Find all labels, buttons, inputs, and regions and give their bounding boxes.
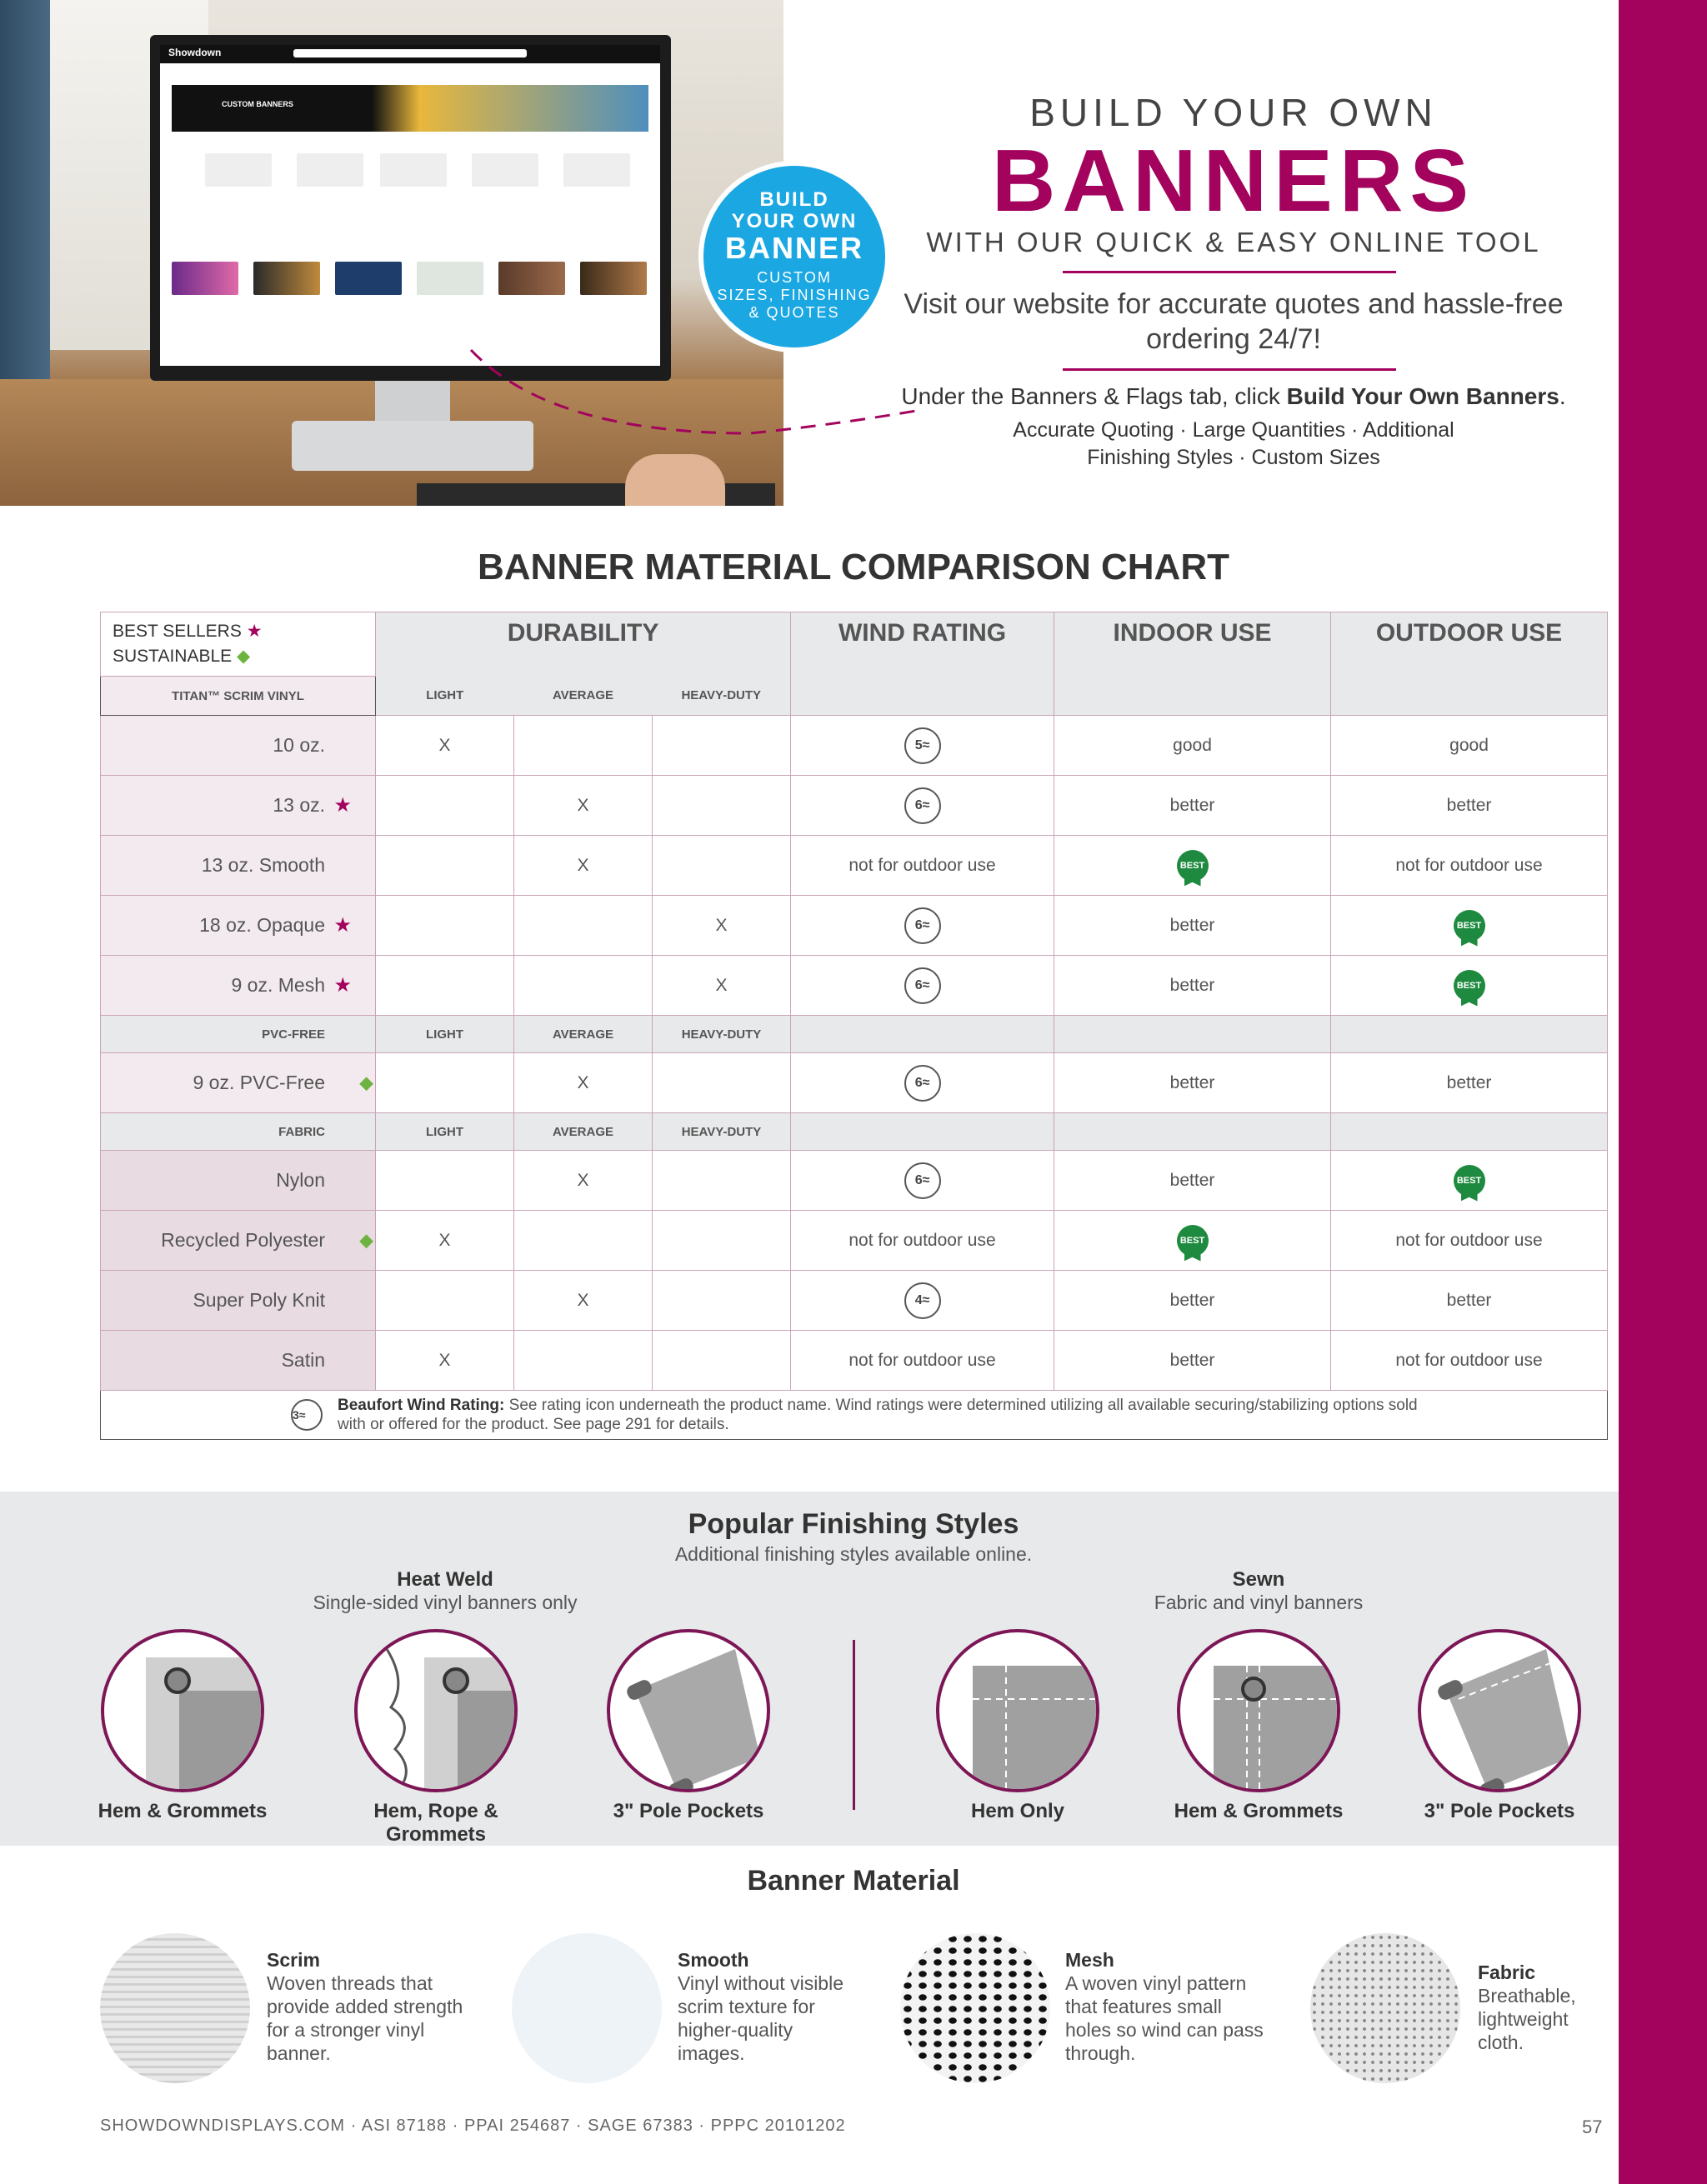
best-ribbon-icon: BEST: [1454, 970, 1485, 1002]
outdoor-cell: not for outdoor use: [1331, 1211, 1608, 1271]
material-name-cell: 13 oz. ★: [101, 776, 376, 836]
sewn-hem-grommets-illustration: [1177, 1629, 1340, 1792]
headline-visit: Visit our website for accurate quotes and hassle-free ordering 24/7!: [904, 288, 1564, 355]
outdoor-cell: good: [1331, 716, 1608, 776]
heat-pole-pockets-illustration: [607, 1629, 770, 1792]
table-row: [101, 716, 1608, 776]
heavy-cell: [653, 836, 791, 896]
material-name-cell: 9 oz. Mesh ★: [101, 956, 376, 1016]
section-empty: [1331, 1113, 1608, 1151]
outdoor-cell: [1331, 956, 1608, 1016]
finishing-subtitle: Additional finishing styles available online.: [674, 1543, 1033, 1565]
beaufort-legend-row: [101, 1391, 1608, 1440]
heavy-cell: [653, 1331, 791, 1391]
average-cell: [514, 896, 653, 956]
table-row: [101, 1151, 1608, 1211]
diamond-icon: ◆: [359, 1071, 373, 1092]
heat-label-2: 3" Pole Pockets: [613, 1800, 764, 1822]
wind-rating-icon: 6≈: [904, 1162, 941, 1199]
sewn-title: Sewn: [1232, 1568, 1285, 1591]
table-row: [101, 1331, 1608, 1391]
diamond-icon: ◆: [237, 647, 251, 666]
section-header-row: [101, 1016, 1608, 1053]
material-name-cell: Nylon: [101, 1151, 376, 1211]
outdoor-cell: better: [1331, 1053, 1608, 1113]
headline-build: BUILD YOUR OWN: [1029, 91, 1438, 134]
star-icon: ★: [333, 973, 352, 997]
hand: [625, 454, 725, 506]
section-name: PVC-FREE: [101, 1016, 376, 1053]
table-row: [101, 896, 1608, 956]
wind-cell: [791, 776, 1054, 836]
material-fabric: Fabric Breathable, lightweight cloth.: [1478, 1961, 1603, 2054]
best-ribbon-icon: BEST: [1177, 1225, 1209, 1257]
section-empty: [1054, 1016, 1331, 1053]
table-row: [101, 956, 1608, 1016]
comparison-table: [100, 612, 1608, 1440]
sub-average: AVERAGE: [514, 1016, 653, 1053]
headline-rule: [1063, 368, 1396, 371]
section-empty: [791, 1113, 1054, 1151]
indoor-cell: better: [1054, 1151, 1331, 1211]
outdoor-cell: [1331, 1151, 1608, 1211]
heat-label-0: Hem & Grommets: [98, 1800, 268, 1822]
indoor-cell: better: [1054, 1271, 1331, 1331]
heavy-cell: X: [653, 896, 791, 956]
header-wind: WIND RATING: [791, 612, 1054, 716]
average-cell: [514, 716, 653, 776]
header-outdoor: OUTDOOR USE: [1331, 612, 1608, 716]
sewn-label-0: Hem Only: [970, 1800, 1065, 1822]
wind-cell: [791, 896, 1054, 956]
wind-rating-icon: 3≈: [291, 1399, 323, 1431]
table-row: [101, 1053, 1608, 1113]
fabric-swatch: [1310, 1933, 1460, 2083]
material-name-cell: Recycled Polyester ◆: [101, 1211, 376, 1271]
page-number: 57: [1582, 2117, 1603, 2137]
material-name: Mesh: [1065, 1949, 1114, 1971]
headline-banners: BANNERS: [991, 132, 1476, 230]
beaufort-text: Beaufort Wind Rating: See rating icon underneath the product name. Wind ratings were determined utilizing all available securing/stabilizing options sold with or offered for the product. See page 291 for details.: [338, 1397, 1418, 1433]
light-cell: [376, 1053, 514, 1113]
material-scrim: Scrim Woven threads that provide added strength for a stronger vinyl banner.: [267, 1948, 467, 2065]
heavy-cell: [653, 1151, 791, 1211]
heavy-cell: [653, 716, 791, 776]
material-name-cell: 10 oz.: [101, 716, 376, 776]
heat-weld-title: Heat Weld: [397, 1568, 493, 1591]
table-row: [101, 836, 1608, 896]
table-row: [101, 776, 1608, 836]
finishing-title: Popular Finishing Styles: [688, 1508, 1019, 1540]
outdoor-cell: better: [1331, 1271, 1608, 1331]
heavy-cell: X: [653, 956, 791, 1016]
wind-cell: [791, 716, 1054, 776]
material-name-cell: 18 oz. Opaque ★: [101, 896, 376, 956]
wind-rating-icon: 5≈: [904, 727, 941, 764]
average-cell: [514, 1211, 653, 1271]
wind-cell: not for outdoor use: [791, 836, 1054, 896]
wind-cell: [791, 1053, 1054, 1113]
light-cell: [376, 836, 514, 896]
best-ribbon-icon: BEST: [1454, 910, 1485, 942]
sub-average: AVERAGE: [514, 1113, 653, 1151]
wind-rating-icon: 6≈: [904, 787, 941, 824]
heat-weld-sub: Single-sided vinyl banners only: [313, 1592, 578, 1613]
indoor-cell: better: [1054, 1053, 1331, 1113]
hem-only-illustration: [936, 1629, 1099, 1792]
sub-light: LIGHT: [376, 1016, 514, 1053]
indoor-cell: better: [1054, 956, 1331, 1016]
wind-rating-icon: 6≈: [904, 907, 941, 944]
section-empty: [1331, 1016, 1608, 1053]
material-name: Fabric: [1478, 1962, 1536, 1983]
sub-average: AVERAGE: [514, 677, 653, 716]
heavy-cell: [653, 1211, 791, 1271]
wind-cell: [791, 1271, 1054, 1331]
footer-text: SHOWDOWNDISPLAYS.COM · ASI 87188 · PPAI 254687 · SAGE 67383 · PPPC 20101202: [100, 2117, 846, 2135]
light-cell: [376, 896, 514, 956]
table-header-row: [101, 612, 1608, 677]
build-banner-badge: [698, 161, 890, 352]
indoor-cell: better: [1054, 1331, 1331, 1391]
badge-small: CUSTOM SIZES, FINISHING & QUOTES: [717, 269, 872, 321]
material-name-cell: 9 oz. PVC-Free ◆: [101, 1053, 376, 1113]
best-ribbon-icon: BEST: [1454, 1165, 1485, 1197]
headline-rule: [1063, 271, 1396, 273]
finishing-divider: [853, 1640, 855, 1810]
headline-quick: WITH OUR QUICK & EASY ONLINE TOOL: [926, 227, 1541, 257]
material-smooth: Smooth Vinyl without visible scrim texture for higher-quality images.: [678, 1948, 861, 2065]
indoor-cell: good: [1054, 716, 1331, 776]
material-name: Scrim: [267, 1949, 320, 1971]
section-empty: [791, 1016, 1054, 1053]
wind-rating-icon: 4≈: [904, 1282, 941, 1319]
light-cell: [376, 1271, 514, 1331]
wind-rating-icon: 6≈: [904, 967, 941, 1004]
section-name: FABRIC: [101, 1113, 376, 1151]
accent-sidebar: [1619, 0, 1707, 2184]
indoor-cell: [1054, 1211, 1331, 1271]
table-row: [101, 1211, 1608, 1271]
site-banner-title: CUSTOM BANNERS: [222, 100, 293, 108]
outdoor-cell: not for outdoor use: [1331, 1331, 1608, 1391]
diamond-icon: ◆: [359, 1228, 373, 1250]
light-cell: [376, 1151, 514, 1211]
header-indoor: INDOOR USE: [1054, 612, 1331, 716]
hem-rope-grommets-illustration: [354, 1629, 518, 1792]
material-title: Banner Material: [747, 1865, 960, 1897]
indoor-cell: [1054, 836, 1331, 896]
site-logo: Showdown: [168, 47, 222, 58]
light-cell: [376, 956, 514, 1016]
sewn-pole-pockets-illustration: [1418, 1629, 1581, 1792]
wind-cell: [791, 1151, 1054, 1211]
sub-heavy: HEAVY-DUTY: [653, 677, 791, 716]
mesh-swatch: [900, 1933, 1050, 2083]
material-name-cell: Satin: [101, 1331, 376, 1391]
outdoor-cell: [1331, 896, 1608, 956]
chart-title: BANNER MATERIAL COMPARISON CHART: [478, 547, 1229, 587]
badge-line1: BUILD YOUR OWN: [731, 188, 858, 232]
outdoor-cell: better: [1331, 776, 1608, 836]
star-icon: ★: [246, 622, 263, 641]
section-header-row: [101, 1113, 1608, 1151]
sewn-sub: Fabric and vinyl banners: [1154, 1592, 1364, 1613]
outdoor-cell: not for outdoor use: [1331, 836, 1608, 896]
badge-big: BANNER: [724, 231, 864, 265]
legend-best: BEST SELLERS: [113, 622, 242, 641]
wind-rating-icon: 6≈: [904, 1065, 941, 1102]
section-titan: TITAN™ SCRIM VINYL: [101, 677, 376, 716]
wind-cell: not for outdoor use: [791, 1331, 1054, 1391]
header-durability: DURABILITY: [376, 612, 791, 677]
average-cell: X: [514, 1151, 653, 1211]
light-cell: X: [376, 1211, 514, 1271]
best-ribbon-icon: BEST: [1177, 850, 1209, 882]
sewn-label-2: 3" Pole Pockets: [1424, 1800, 1575, 1822]
heavy-cell: [653, 1271, 791, 1331]
light-cell: [376, 776, 514, 836]
sub-light: LIGHT: [376, 677, 514, 716]
material-name-cell: Super Poly Knit: [101, 1271, 376, 1331]
average-cell: [514, 956, 653, 1016]
headline-accurate: Accurate Quoting · Large Quantities · Additional Finishing Styles · Custom Sizes: [1013, 418, 1454, 469]
heavy-cell: [653, 776, 791, 836]
hem-grommets-illustration: [101, 1629, 264, 1792]
sub-light: LIGHT: [376, 1113, 514, 1151]
scrim-swatch: [100, 1933, 250, 2083]
indoor-cell: better: [1054, 896, 1331, 956]
table-row: [101, 1271, 1608, 1331]
sewn-label-1: Hem & Grommets: [1174, 1800, 1344, 1822]
light-cell: X: [376, 716, 514, 776]
heat-weld-group: [278, 1568, 612, 1614]
heavy-cell: [653, 1053, 791, 1113]
legend-cell: [101, 612, 376, 677]
sewn-group: [1092, 1568, 1425, 1614]
light-cell: X: [376, 1331, 514, 1391]
indoor-cell: better: [1054, 776, 1331, 836]
material-name: Smooth: [678, 1949, 749, 1971]
smooth-swatch: [512, 1933, 662, 2083]
average-cell: X: [514, 1053, 653, 1113]
average-cell: X: [514, 836, 653, 896]
heat-label-1: Hem, Rope & Grommets: [373, 1800, 498, 1846]
beaufort-legend: [101, 1391, 1608, 1440]
headline-under: Under the Banners & Flags tab, click Build Your Own Banners.: [901, 383, 1566, 409]
wind-cell: [791, 956, 1054, 1016]
wind-cell: not for outdoor use: [791, 1211, 1054, 1271]
material-mesh: Mesh A woven vinyl pattern that features small holes so wind can pass through.: [1065, 1948, 1265, 2065]
material-name-cell: 13 oz. Smooth: [101, 836, 376, 896]
average-cell: [514, 1331, 653, 1391]
section-empty: [1054, 1113, 1331, 1151]
sub-heavy: HEAVY-DUTY: [653, 1016, 791, 1053]
star-icon: ★: [333, 913, 352, 937]
average-cell: X: [514, 776, 653, 836]
sub-heavy: HEAVY-DUTY: [653, 1113, 791, 1151]
star-icon: ★: [333, 793, 352, 817]
average-cell: X: [514, 1271, 653, 1331]
legend-sustainable: SUSTAINABLE: [113, 647, 233, 666]
